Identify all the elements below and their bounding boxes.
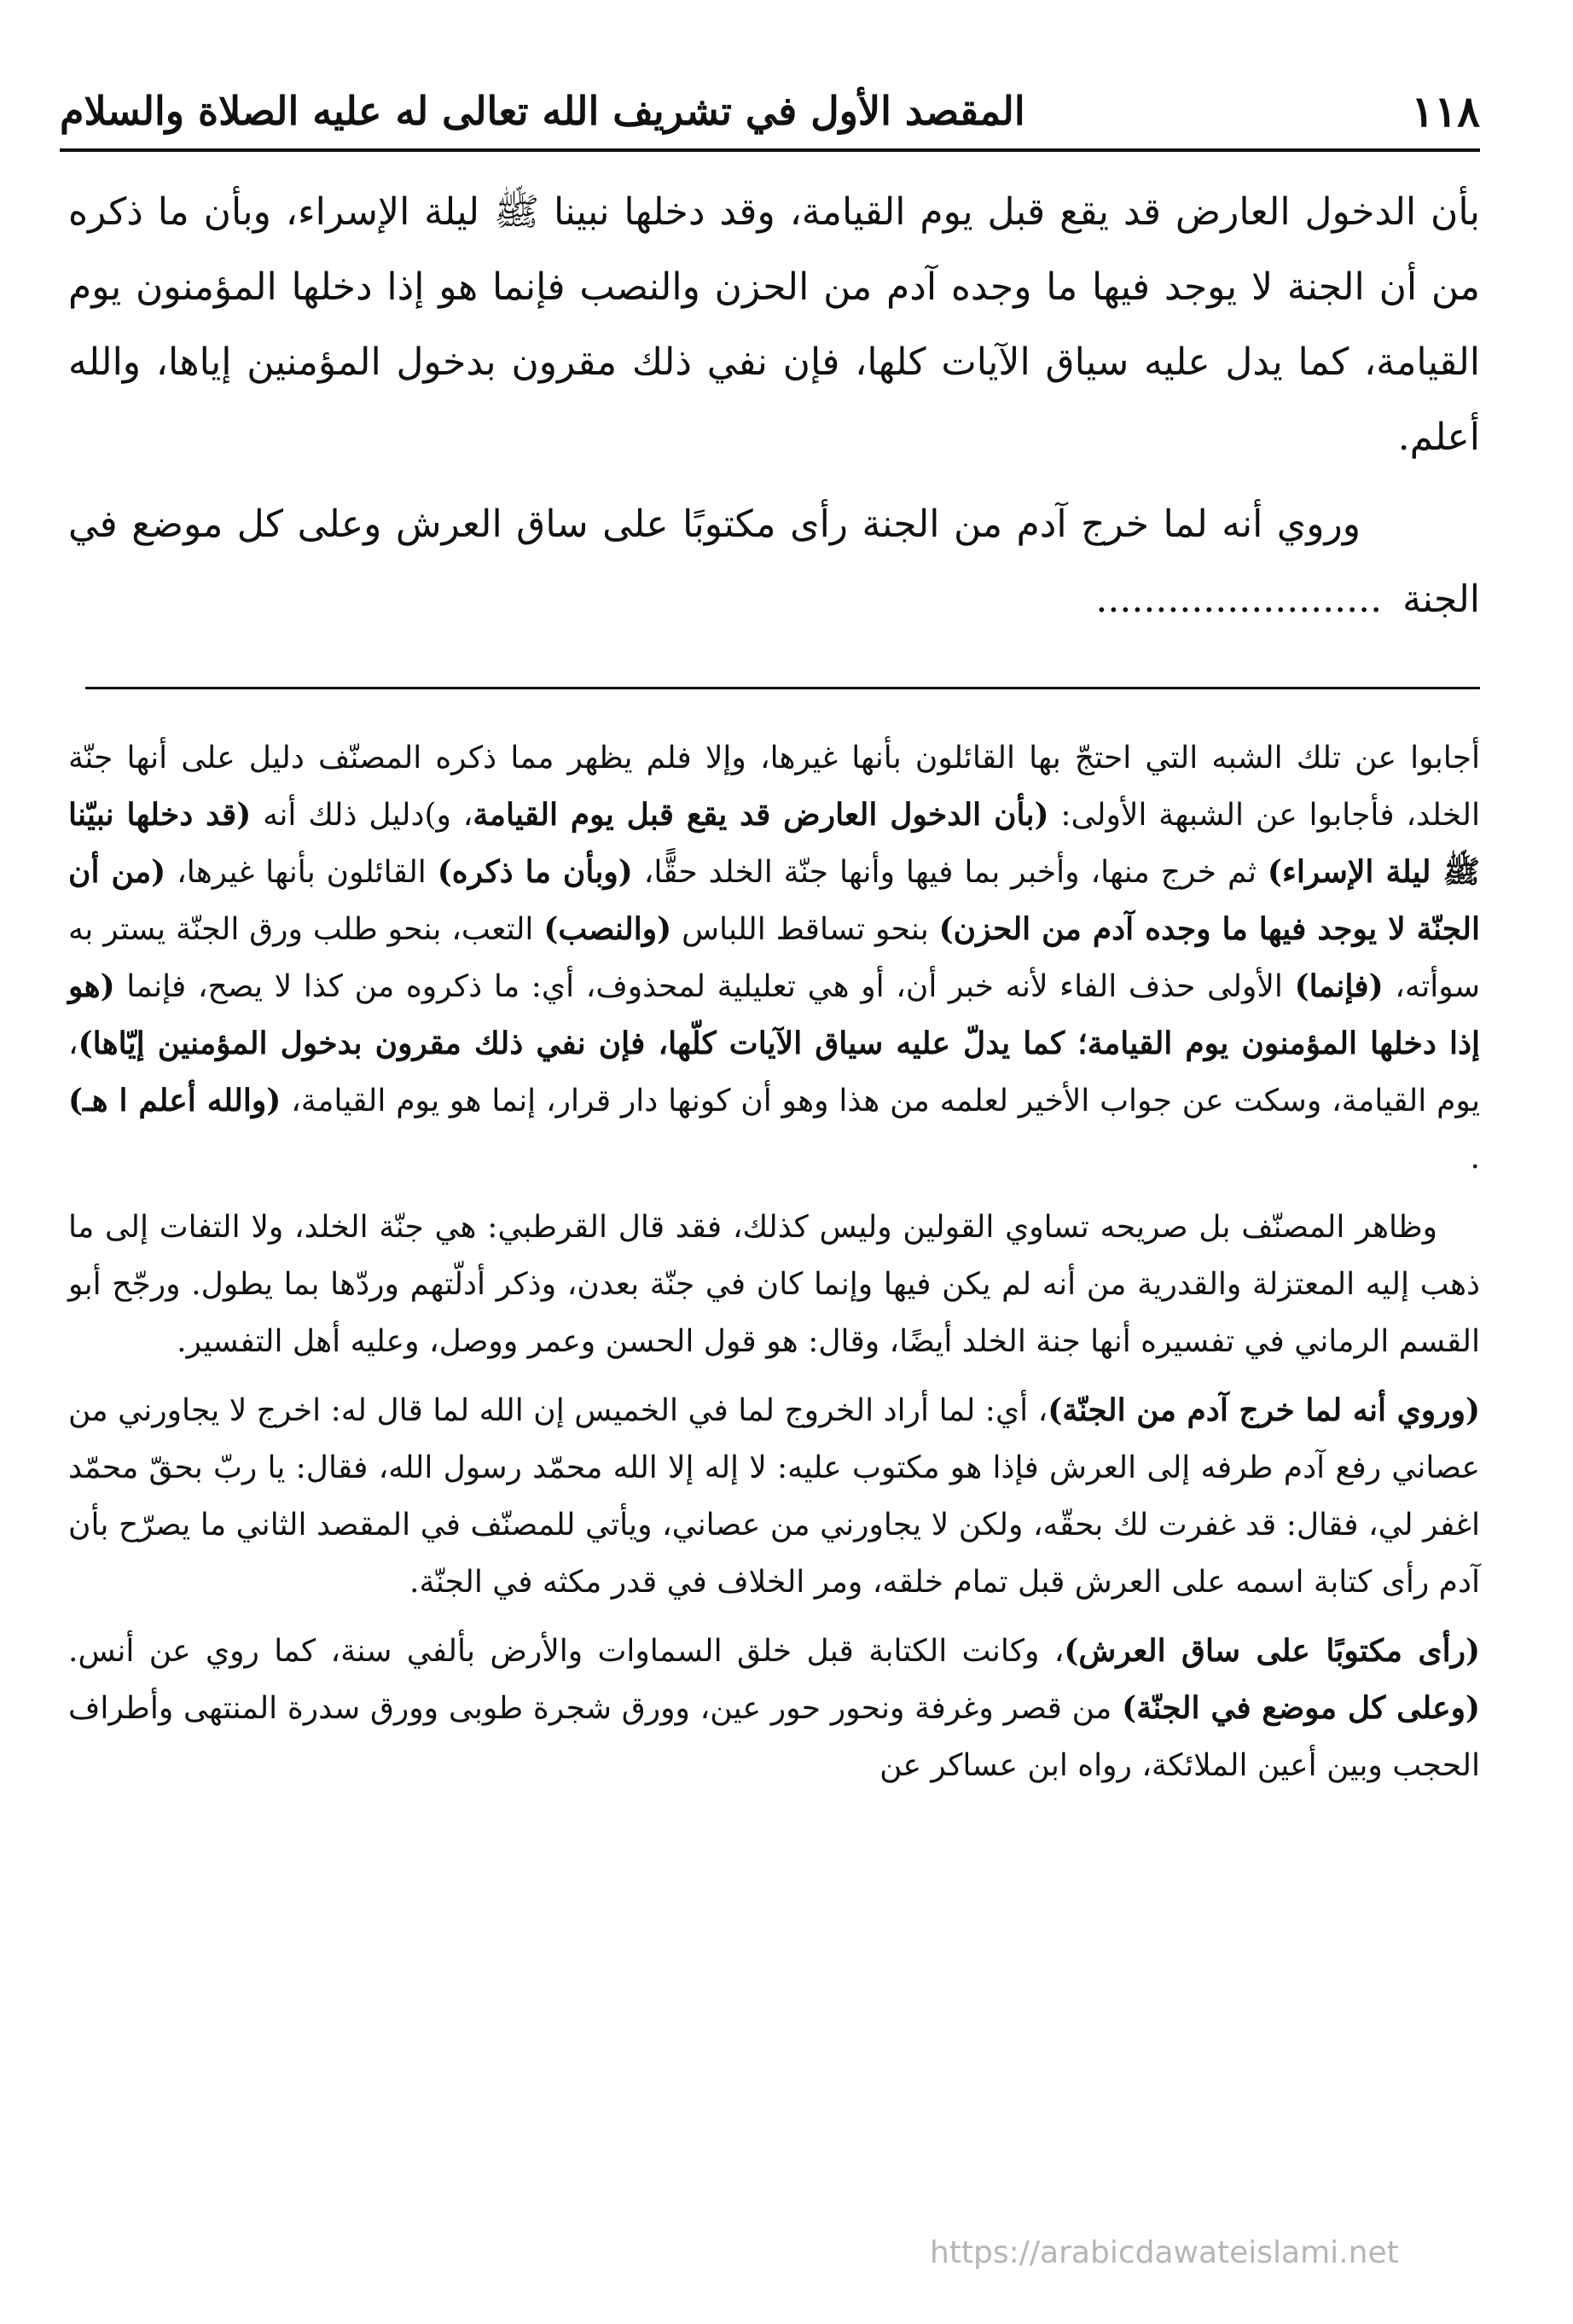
- main-text: [68, 175, 1480, 637]
- page-number: ١١٨: [1411, 85, 1480, 137]
- quoted-main-text: (وبأن ما ذكره): [437, 854, 633, 890]
- commentary-text: ، وكانت الكتابة قبل خلق السماوات والأرض بألفي سنة، كما روي عن أنس.: [68, 1634, 1065, 1669]
- commentary-paragraph-1: [68, 729, 1480, 1187]
- commentary-text: ، و)دليل ذلك أنه: [251, 798, 473, 833]
- commentary-text: الأولى حذف الفاء لأنه خبر أن، أو هي تعليلية لمحذوف، أي: ما ذكروه من كذا لا يصح، فإنما: [114, 969, 1295, 1004]
- quoted-main-text: (بأن الدخول العارض قد يقع قبل يوم القيامة: [473, 797, 1049, 833]
- commentary-text: التعب، بنحو طلب ورق الجنّة يستر به سوأته،: [68, 912, 1480, 1004]
- quoted-main-text: (والله أعلم ا هـ): [68, 1083, 282, 1118]
- main-paragraph-2: [68, 487, 1480, 637]
- commentary-text: .: [1470, 1141, 1480, 1176]
- commentary-text: ، يوم القيامة، وسكت عن جواب الأخير لعلمه من هذا وهو أن كونها دار قرار، إنما هو يوم القيامة،: [68, 1026, 1480, 1118]
- quoted-main-text: (من أن الجنّة لا يوجد فيها ما وجده آدم من الحزن): [68, 854, 1480, 947]
- commentary-paragraph-3: [68, 1382, 1480, 1611]
- quoted-main-text: (وروي أنه لما خرج آدم من الجنّة): [1048, 1392, 1480, 1428]
- commentary-text: القائلون بأنها غيرها،: [165, 855, 438, 890]
- watermark-url: https://arabicdawateislami.net: [930, 2235, 1399, 2270]
- quoted-main-text: (قد دخلها نبيّنا ﷺ ليلة الإسراء): [68, 797, 1481, 890]
- commentary: [68, 729, 1480, 1806]
- main-paragraph-2-text: وروي أنه لما خرج آدم من الجنة رأى مكتوبًا على ساق العرش وعلى كل موضع في الجنة: [68, 503, 1480, 621]
- quoted-main-text: (فإنما): [1294, 968, 1384, 1004]
- quoted-main-text: (والنصب): [543, 911, 672, 947]
- commentary-text: بنحو تساقط اللباس: [671, 912, 939, 947]
- commentary-text: أجابوا عن تلك الشبه التي احتجّ بها القائلون بأنها غيرها، وإلا فلم يظهر مما ذكره المصنّف دليل على أنها جنّة الخلد، فأجابوا عن الشبهة الأولى:: [68, 741, 1480, 833]
- running-title: المقصد الأول في تشريف الله تعالى له عليه الصلاة والسلام: [60, 88, 1025, 134]
- quoted-main-text: (وعلى كل موضع في الجنّة): [1122, 1690, 1480, 1726]
- commentary-text: ، أي: لما أراد الخروج لما في الخميس إن الله لما قال له: اخرج لا يجاورني من عصاني رفع آدم طرفه إلى العرش فإذا هو مكتوب عليه: لا إله إلا الله محمّد رسول الله، فقال: يا ربّ بحقّ محمّد اغفر لي، فقال: قد غفرت لك بحقّه، ولكن لا يجاورني من عصاني، ويأتي للمصنّف في المقصد الثاني ما يصرّح بأن آدم رأى كتابة اسمه على العرش قبل تمام خلقه، ومر الخلاف في قدر مكثه في الجنّة.: [68, 1393, 1480, 1600]
- commentary-paragraph-4: [68, 1623, 1480, 1794]
- header-rule: [60, 148, 1480, 152]
- commentary-text: ثم خرج منها، وأخبر بما فيها وأنها جنّة الخلد حقًّا،: [632, 855, 1268, 890]
- quoted-main-text: (هو إذا دخلها المؤمنون يوم القيامة؛ كما يدلّ عليه سياق الآيات كلّها، فإن نفي ذلك مقرون بدخول المؤمنين إيّاها): [68, 968, 1480, 1061]
- main-paragraph-1: بأن الدخول العارض قد يقع قبل يوم القيامة، وقد دخلها نبينا ﷺ ليلة الإسراء، وبأن ما ذكره من أن الجنة لا يوجد فيها ما وجده آدم من الحزن والنصب فإنما هو إذا دخلها المؤمنون يوم القيامة، كما يدل عليه سياق الآيات كلها، فإن نفي ذلك مقرون بدخول المؤمنين إياها، والله أعلم.: [68, 190, 1480, 459]
- quoted-main-text: (رأى مكتوبًا على ساق العرش): [1064, 1633, 1480, 1669]
- commentary-paragraph-2: وظاهر المصنّف بل صريحه تساوي القولين وليس كذلك، فقد قال القرطبي: هي جنّة الخلد، ولا التفات إلى ما ذهب إليه المعتزلة والقدرية من أنه لم يكن فيها وإنما كان في جنّة بعدن، وذكر أدلّتهم وردّها بما يطول. ورجّح أبو القسم الرماني في تفسيره أنها جنة الخلد أيضًا، وقال: هو قول الحسن وعمر ووصل، وعليه أهل التفسير.: [68, 1210, 1480, 1359]
- ellipsis-dots: ........................: [1095, 578, 1383, 621]
- page-header: [60, 77, 1480, 145]
- commentary-text: من قصر وغرفة ونحور حور عين، وورق شجرة طوبى وورق سدرة المنتهى وأطراف الحجب وبين أعين الملائكة، رواه ابن عساكر عن: [68, 1691, 1480, 1783]
- footnote-divider: [85, 687, 1480, 689]
